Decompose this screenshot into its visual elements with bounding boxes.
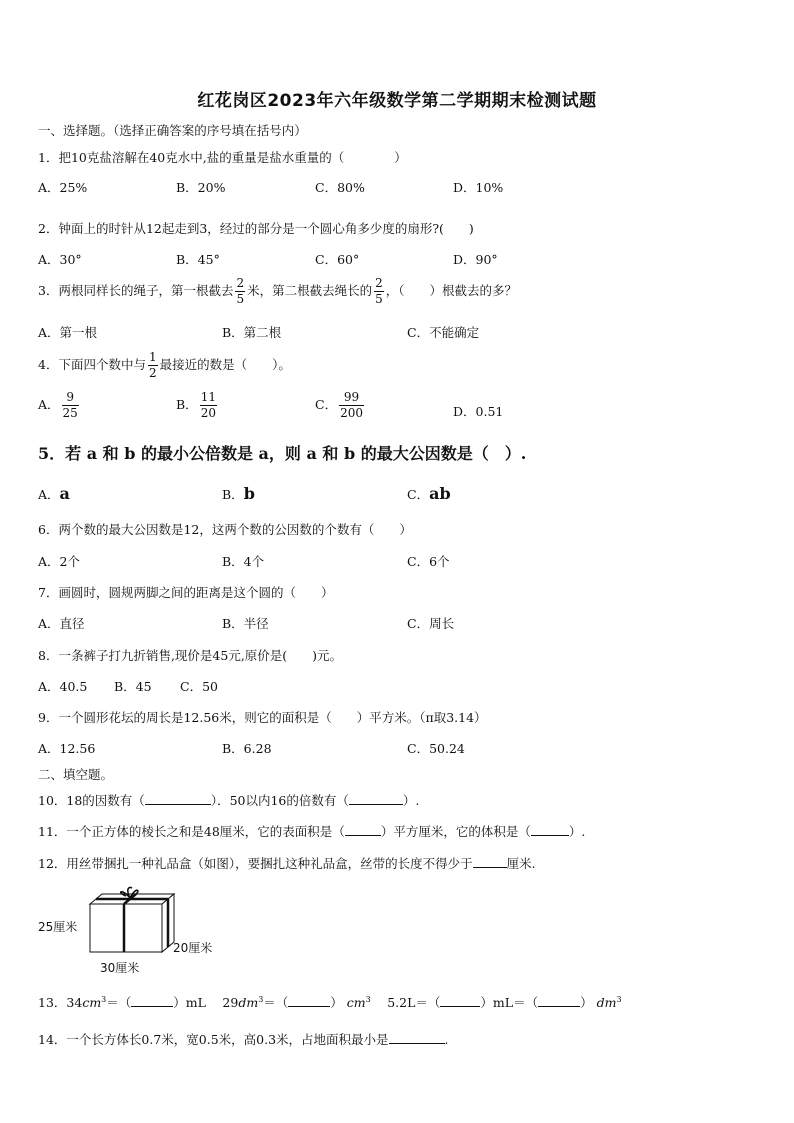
fraction-2-5: $\frac{2}{5}$ [375,276,383,306]
page-title: 红花岗区2023年六年级数学第二学期期末检测试题 [197,91,597,111]
question-10: 10．18的因数有（ ）．50以内16的倍数有（ ）. [38,793,420,808]
answer-blank [531,823,569,836]
answer-blank [345,823,381,836]
box-height-label: 25厘米 [38,920,78,934]
gift-box-figure [86,886,182,958]
fraction-1-2: $\frac{1}{2}$ [148,350,157,380]
question-14: 14．一个长方体长0.7米，宽0.5米，高0.3米，占地面积最小是 . [38,1032,449,1047]
section-choice-heading: 一、选择题。（选择正确答案的序号填在括号内） [38,123,307,138]
q4-option-d: D．0.51 [453,404,504,419]
q9-option-c: C．50.24 [407,741,465,756]
q6-option-b: B．4个 [222,554,265,569]
q5-option-a: A．a [38,484,70,503]
question-5: 5．若 a 和 b 的最小公倍数是 a，则 a 和 b 的最大公因数是（ ）. [38,444,527,463]
q2-option-d: D．90° [453,252,498,267]
question-9: 9．一个圆形花坛的周长是12.56米，则它的面积是（ ）平方米。（π取3.14） [38,710,487,725]
q9-option-b: B．6.28 [222,741,272,756]
q1-option-a: A．25% [38,180,88,195]
q9-option-a: A．12.56 [38,741,96,756]
q4-option-b: B． $\frac{11}{20}$ [176,390,216,420]
answer-blank [131,994,173,1007]
question-12: 12．用丝带捆扎一种礼品盒（如图），要捆扎这种礼品盒，丝带的长度不得少于 厘米. [38,856,536,871]
q7-option-b: B．半径 [222,616,269,631]
section-fill-heading: 二、填空题。 [38,767,114,782]
question-1: 1．把10克盐溶解在40克水中,盐的重量是盐水重量的（ ） [38,150,407,165]
question-6: 6．两个数的最大公因数是12，这两个数的公因数的个数有（ ） [38,522,412,537]
fraction-2-5: $\frac{2}{5}$ [236,276,245,306]
q3-option-a: A．第一根 [38,325,98,340]
answer-blank [389,1031,445,1044]
q1-option-d: D．10% [453,180,504,195]
answer-blank [473,855,507,868]
question-13: 13．$34cm^3=$（ ）mL $29dm^3=$（ ） $cm^3$ 5.2L＝（ ）mL＝（ ） $dm^3$ [38,994,622,1010]
box-length-label: 30厘米 [100,961,140,975]
question-8: 8．一条裤子打九折销售,现价是45元,原价是( )元。 [38,648,343,663]
q6-option-c: C．6个 [407,554,450,569]
answer-blank [288,994,330,1007]
q3-option-c: C．不能确定 [407,325,480,340]
q2-option-c: C．60° [315,252,360,267]
answer-blank [538,994,580,1007]
question-4: 4．下面四个数中与 $\frac{1}{2}$ 最接近的数是（ ）。 [38,350,291,380]
question-3: 3．两根同样长的绳子，第一根截去 $\frac{2}{5}$ 米，第二根截去绳长的 $\frac{2}{5}$ ，（ ）根截去的多？ [38,276,518,306]
q8-option-a: A．40.5 [38,679,88,694]
answer-blank [145,792,211,805]
question-11: 11．一个正方体的棱长之和是48厘米，它的表面积是（ ）平方厘米，它的体积是（ ）. [38,824,586,839]
q8-option-c: C．50 [180,679,218,694]
q7-option-c: C．周长 [407,616,455,631]
q4-option-c: C． $\frac{99}{200}$ [315,390,363,420]
q1-option-c: C．80% [315,180,365,195]
q6-option-a: A．2个 [38,554,80,569]
q2-option-b: B．45° [176,252,220,267]
q8-option-b: B．45 [114,679,152,694]
answer-blank [349,792,403,805]
q1-option-b: B．20% [176,180,226,195]
q4-option-a: A． $\frac{9}{25}$ [38,390,78,420]
q2-option-a: A．30° [38,252,82,267]
answer-blank [440,994,480,1007]
box-depth-label: 20厘米 [173,941,213,955]
question-2: 2．钟面上的时针从12起走到3，经过的部分是一个圆心角多少度的扇形?( ) [38,221,474,236]
q7-option-a: A．直径 [38,616,85,631]
question-7: 7．画圆时，圆规两脚之间的距离是这个圆的（ ） [38,585,334,600]
q5-option-c: C．ab [407,484,451,503]
q3-option-b: B．第二根 [222,325,282,340]
q5-option-b: B．b [222,484,255,503]
